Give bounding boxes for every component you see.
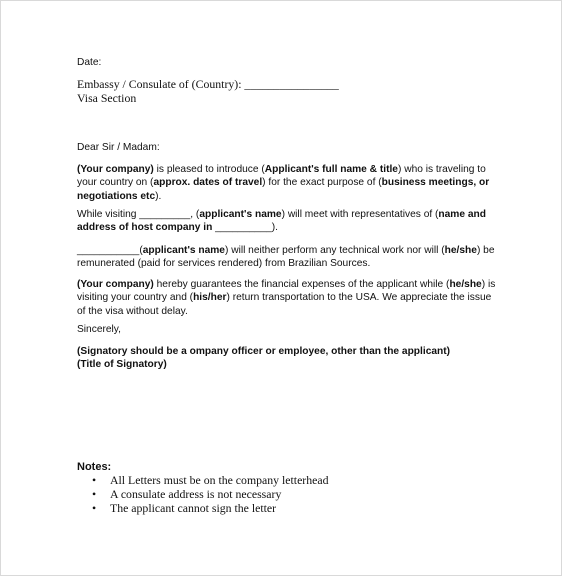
list-item: • A consulate address is not necessary [92,487,282,502]
bullet-icon: • [92,501,97,516]
signatory-title: (Title of Signatory) [77,359,167,370]
signatory: (Signatory should be a ompany officer or employee, other than the applicant) [77,346,451,357]
date-label: Date: [77,57,102,68]
bullet-icon: • [92,487,97,502]
bullet-icon: • [92,473,97,487]
visa-section: Visa Section [77,91,137,105]
paragraph-visit: While visiting _________, (applicant's name) will meet with representatives of (name and address of host company in __________). [77,209,486,234]
paragraph-no-work: ___________(applicant's name) will neither perform any technical work nor will (he/she) be remunerated (paid for services rendered) from Brazilian Sources. [77,245,495,270]
list-item: • All Letters must be on the company letterhead [92,473,329,487]
notes-title: Notes: [77,461,112,473]
notes-section [77,461,497,516]
list-item: • The applicant cannot sign the letter [92,501,277,516]
paragraph-guarantee: (Your company) hereby guarantees the financial expenses of the applicant while (he/she) is visiting your country and (his/her) return transportation to the USA. We appreciate the issue of the visa without delay. [77,279,496,317]
salutation: Dear Sir / Madam: [77,142,160,153]
embassy-line: Embassy / Consulate of (Country): ________________ [77,77,339,91]
closing: Sincerely, [77,324,121,335]
notes-list [77,473,497,516]
paragraph-introduction: (Your company) is pleased to introduce (Applicant's full name & title) who is traveling to your country on (approx. dates of travel) for the exact purpose of (business meetings, or negotiations etc). [77,164,490,202]
